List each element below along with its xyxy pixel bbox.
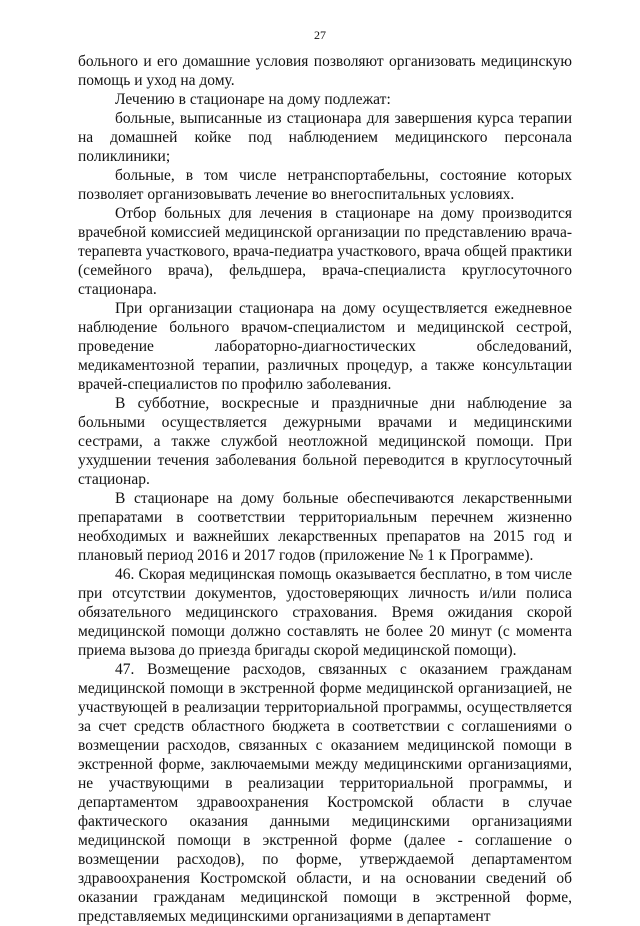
paragraph: При организации стационара на дому осуществляется ежедневное наблюдение больного врачом-специалистом и медицинской сестрой, проведение лабораторно-диагностических обследований, медикаментозной терапии, различных процедур, а также консультации врачей-специалистов по профилю заболевания. <box>78 300 572 393</box>
document-body <box>78 52 572 926</box>
paragraph: В стационаре на дому больные обеспечиваются лекарственными препаратами в соответствии территориальным перечнем жизненно необходимых и важнейших лекарственных препаратов на 2015 год и плановый период 2016 и 2017 годов (приложение № 1 к Программе). <box>78 490 572 564</box>
page-number: 27 <box>314 28 326 42</box>
paragraph: Лечению в стационаре на дому подлежат: <box>115 91 391 108</box>
paragraph: В субботние, воскресные и праздничные дни наблюдение за больными осуществляется дежурными врачами и медицинскими сестрами, а также службой неотложной медицинской помощи. При ухудшении течения заболевания больной переводится в круглосуточный стационар. <box>78 395 572 488</box>
paragraph: больного и его домашние условия позволяют организовать медицинскую помощь и уход на дому. <box>78 53 572 89</box>
paragraph: 47. Возмещение расходов, связанных с оказанием гражданам медицинской помощи в экстренной форме медицинской организацией, не участвующей в реализации территориальной программы, осуществляется за счет средств областного бюджета в соответствии с соглашениями о возмещении расходов, связанных с оказанием медицинской помощи в экстренной форме, заключаемыми между медицинскими организациями, не участвующими в реализации территориальной программы, и департаментом здравоохранения Костромской области в случае фактического оказания данными медицинскими организациями медицинской помощи в экстренной форме (далее - соглашение о возмещении расходов), по форме, утверждаемой департаментом здравоохранения Костромской области, и на основании сведений об оказании гражданам медицинской помощи в экстренной форме, представляемых медицинскими организациями в департамент <box>78 661 572 925</box>
paragraph: 46. Скорая медицинская помощь оказывается бесплатно, в том числе при отсутствии документов, удостоверяющих личность и/или полиса обязательного медицинского страхования. Время ожидания скорой медицинской помощи должно составлять не более 20 минут (с момента приема вызова до приезда бригады скорой медицинской помощи). <box>78 566 572 659</box>
paragraph: Отбор больных для лечения в стационаре на дому производится врачебной комиссией медицинской организации по представлению врача-терапевта участкового, врача-педиатра участкового, врача общей практики (семейного врача), фельдшера, врача-специалиста круглосуточного стационара. <box>78 205 572 298</box>
paragraph: больные, выписанные из стационара для завершения курса терапии на домашней койке под наблюдением медицинского персонала поликлиники; <box>78 110 572 165</box>
paragraph: больные, в том числе нетранспортабельны, состояние которых позволяет организовывать лечение во внегоспитальных условиях. <box>78 167 572 203</box>
